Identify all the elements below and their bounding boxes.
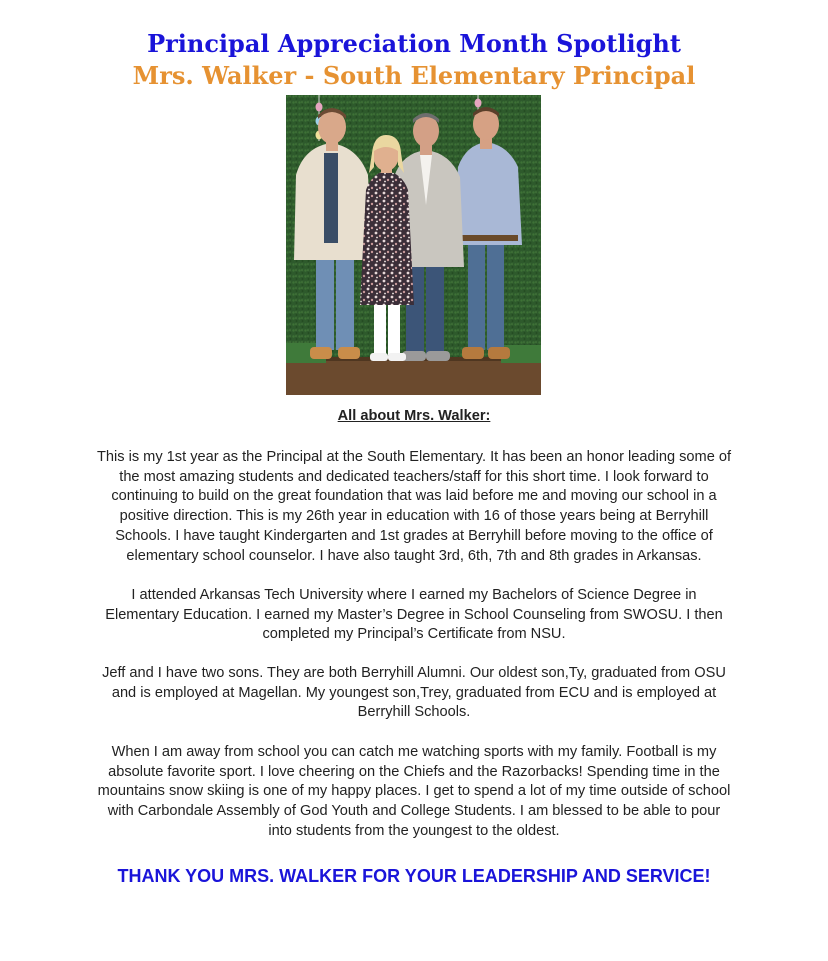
article-heading: All about Mrs. Walker: xyxy=(337,408,491,424)
article-paragraph: When I am away from school you can catch me watching sports with my family. Football is my absolute favorite sport. I love cheering on the Chiefs and the Razorbacks! Spending time in the mountains snow skiing is one of my happy places. I get to spend a lot of my time outside of school with Carbondale Assembly of God Youth and College Students. I am blessed to be able to pour into students from the youngest to the oldest. xyxy=(97,744,731,839)
article-paragraph: This is my 1st year as the Principal at the South Elementary. It has been an honor leading some of the most amazing students and dedicated teachers/staff for this short time. I look forward to continuing to build on the great foundation that was laid before me and moving our school in a positive direction. This is my 26th year in education with 16 of those years being at Berryhill Schools. I have taught Kindergarten and 1st grades at Berryhill before moving to the office of elementary school counselor. I have also taught 3rd, 6th, 7th and 8th grades in Arkansas. xyxy=(96,449,732,564)
thank-you-banner: THANK YOU MRS. WALKER FOR YOUR LEADERSHIP AND SERVICE! xyxy=(117,866,711,886)
page-title: Principal Appreciation Month Spotlight xyxy=(147,29,681,58)
article-paragraph: I attended Arkansas Tech University where I earned my Bachelors of Science Degree in Elementary Education. I earned my Master’s Degree in School Counseling from SWOSU. I then completed my Principal’s Certificate from NSU. xyxy=(105,587,723,643)
article-paragraph: Jeff and I have two sons. They are both Berryhill Alumni. Our oldest son,Ty, graduated from OSU and is employed at Magellan. My youngest son,Trey, graduated from ECU and is employed at Berryhill Schools. xyxy=(102,665,726,721)
page-subtitle: Mrs. Walker - South Elementary Principal xyxy=(132,61,696,90)
family-photo xyxy=(286,95,541,395)
